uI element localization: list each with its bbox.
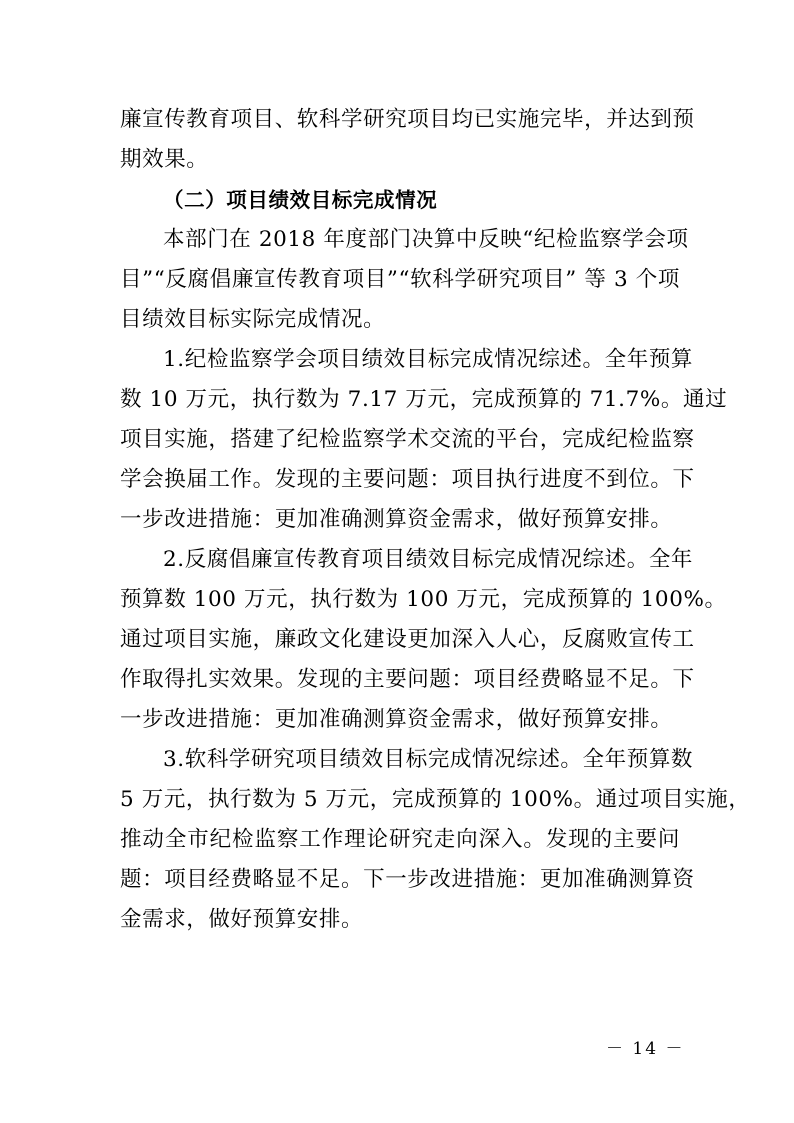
paragraph-line: 数 10 万元，执行数为 7.17 万元，完成预算的 71.7%。通过 [120,387,728,412]
paragraph-line: 廉宣传教育项目、软科学研究项目均已实施完毕，并达到预 [120,107,695,132]
section-heading: （二）项目绩效目标完成情况 [163,188,438,212]
paragraph-line: 通过项目实施，廉政文化建设更加深入人心，反腐败宣传工 [120,627,695,652]
paragraph-line: 期效果。 [120,147,209,172]
paragraph-line: 2.反腐倡廉宣传教育项目绩效目标完成情况综述。全年 [163,547,694,572]
paragraph-line: 推动全市纪检监察工作理论研究走向深入。发现的主要问 [120,827,680,852]
paragraph-line: 金需求，做好预算安排。 [120,907,364,932]
paragraph-line: 项目实施，搭建了纪检监察学术交流的平台，完成纪检监察 [120,427,695,452]
paragraph-line: 预算数 100 万元，执行数为 100 万元，完成预算的 100%。 [120,587,727,612]
paragraph-line: 题：项目经费略显不足。下一步改进措施：更加准确测算资 [120,867,695,892]
paragraph-line: 一步改进措施：更加准确测算资金需求，做好预算安排。 [120,707,673,732]
page-number: － 14 － [606,1039,685,1059]
paragraph-line: 3.软科学研究项目绩效目标完成情况综述。全年预算数 [163,747,694,772]
paragraph-line: 一步改进措施：更加准确测算资金需求，做好预算安排。 [120,507,673,532]
paragraph-line: 学会换届工作。发现的主要问题：项目执行进度不到位。下 [120,467,695,492]
paragraph-line: 5 万元，执行数为 5 万元，完成预算的 100%。通过项目实施， [120,787,751,812]
paragraph-line: 本部门在 2018 年度部门决算中反映“纪检监察学会项 [163,227,689,252]
paragraph-line: 目”“反腐倡廉宣传教育项目”“软科学研究项目” 等 3 个项 [120,267,680,292]
paragraph-line: 1.纪检监察学会项目绩效目标完成情况综述。全年预算 [163,347,694,372]
paragraph-line: 作取得扎实效果。发现的主要问题：项目经费略显不足。下 [120,667,695,692]
paragraph-line: 目绩效目标实际完成情况。 [120,307,386,332]
